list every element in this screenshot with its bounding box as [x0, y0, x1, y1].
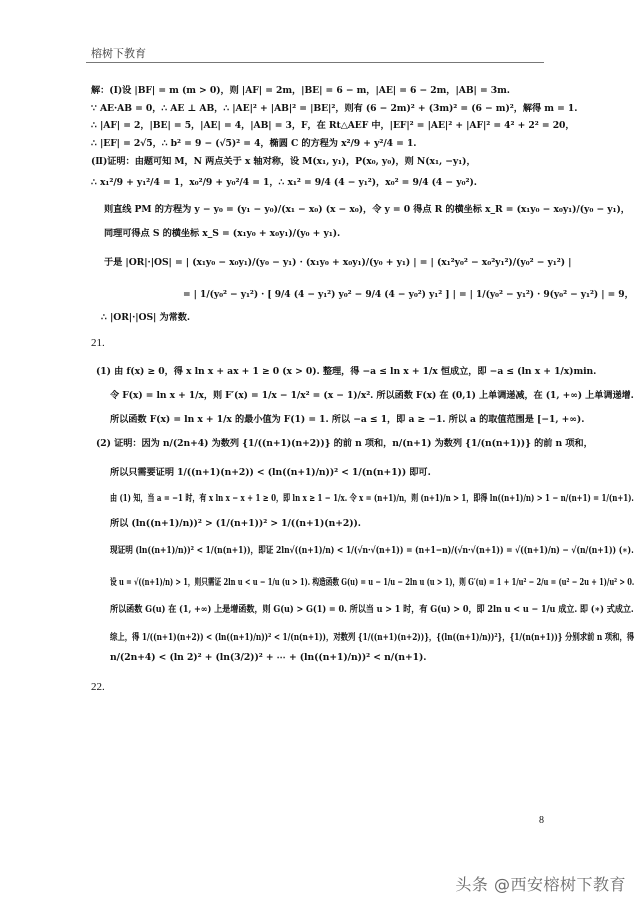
solution-line: 于是 |OR|·|OS| = | (x₁y₀ − x₀y₁)/(y₀ − y₁) · (x₁y₀ + x₀y₁)/(y₀ + y₁) | = | (x₁²y₀² − x₀²y₁²)/(y₀² − y₁²) | [104, 257, 572, 268]
solution-line: 所以只需要证明 1/((n+1)(n+2)) < (ln((n+1)/n))² < 1/(n(n+1)) 即可. [110, 467, 431, 478]
solution-line: 则直线 PM 的方程为 y − y₀ = (y₁ − y₀)/(x₁ − x₀) (x − x₀)，令 y = 0 得点 R 的横坐标 x_R = (x₁y₀ − x₀y₁)/(y₀ − y₁)， [104, 204, 630, 215]
solution-line: n/(2n+4) < (ln 2)² + (ln(3/2))² + ⋯ + (ln((n+1)/n))² < n/(n+1). [110, 652, 427, 663]
solution-line: 所以 (ln((n+1)/n))² > (1/(n+1))² > 1/((n+1)(n+2)). [110, 518, 361, 529]
watermark: 头条 @西安榕树下教育 [455, 875, 626, 894]
solution-line: (1) 由 f(x) ≥ 0，得 x ln x + ax + 1 ≥ 0 (x > 0). 整理，得 −a ≤ ln x + 1/x 恒成立，即 −a ≤ (ln x + 1/x)min. [96, 366, 597, 377]
question-number: 22. [91, 681, 105, 693]
solution-line: 所以函数 F(x) = ln x + 1/x 的最小值为 F(1) = 1. 所以 −a ≤ 1，即 a ≥ −1. 所以 a 的取值范围是 [−1, +∞). [110, 414, 585, 425]
header-title: 榕树下教育 [91, 47, 146, 60]
header-divider [86, 62, 544, 63]
solution-line: ∴ |AF| = 2，|BE| = 5，|AE| = 4，|AB| = 3，F，在 Rt△AEF 中，|EF|² = |AE|² + |AF|² = 4² + 2² = 20， [91, 120, 575, 131]
solution-line: 解：(Ⅰ)设 |BF| = m (m > 0)，则 |AF| = 2m，|BE| = 6 − m，|AE| = 6 − 2m，|AB| = 3m. [91, 85, 510, 96]
solution-line: ∴ x₁²/9 + y₁²/4 = 1，x₀²/9 + y₀²/4 = 1，∴ x₁² = 9/4 (4 − y₁²)，x₀² = 9/4 (4 − y₀²). [91, 177, 477, 188]
solution-line: 令 F(x) = ln x + 1/x，则 F′(x) = 1/x − 1/x² = (x − 1)/x². 所以函数 F(x) 在 (0,1) 上单调递减，在 (1, +∞) 上单调递增. [110, 390, 634, 401]
solution-line: = | 1/(y₀² − y₁²) · [ 9/4 (4 − y₁²) y₀² − 9/4 (4 − y₀²) y₁² ] | = | 1/(y₀² − y₁²) · 9(y₀² − y₁²) | = 9， [183, 289, 634, 300]
solution-line: 设 u = √((n+1)/n) > 1，则只需证 2ln u < u − 1/u (u > 1). 构造函数 G(u) = u − 1/u − 2ln u (u > 1)，则 G′(u) = 1 + 1/u² − 2/u = (u² − 2u + 1)/u² > 0. [110, 577, 635, 588]
solution-line: 同理可得点 S 的横坐标 x_S = (x₁y₀ + x₀y₁)/(y₀ + y₁). [104, 228, 341, 239]
solution-line: 现证明 (ln((n+1)/n))² < 1/(n(n+1))，即证 2ln√((n+1)/n) < 1/(√n·√(n+1)) = (n+1−n)/(√n·√(n+1)) = √((n+1)/n) − √(n/(n+1)) (∗). [110, 545, 634, 556]
question-number: 21. [91, 337, 105, 349]
solution-line: ∵ AE·AB = 0，∴ AE ⊥ AB，∴ |AE|² + |AB|² = |BE|²，则有 (6 − 2m)² + (3m)² = (6 − m)²，解得 m = 1. [91, 103, 578, 114]
solution-line: 所以函数 G(u) 在 (1, +∞) 上是增函数，则 G(u) > G(1) = 0. 所以当 u > 1 时，有 G(u) > 0，即 2ln u < u − 1/u 成立. 即 (∗) 式成立. [110, 604, 634, 615]
page-number: 8 [539, 815, 544, 826]
solution-line: (2) 证明：因为 n/(2n+4) 为数列 {1/((n+1)(n+2))} 的前 n 项和，n/(n+1) 为数列 {1/(n(n+1))} 的前 n 项和， [96, 438, 593, 449]
solution-line: (Ⅱ)证明：由题可知 M，N 两点关于 x 轴对称，设 M(x₁, y₁)，P(x₀, y₀)，则 N(x₁, −y₁)， [91, 156, 476, 167]
solution-line: 综上，得 1/((n+1)(n+2)) < (ln((n+1)/n))² < 1/(n(n+1))，对数列 {1/((n+1)(n+2))}，{(ln((n+1)/n))²}，{1/(n(n+1))} 分别求前 n 项和，得 [110, 632, 635, 643]
solution-line: ∴ |EF| = 2√5，∴ b² = 9 − (√5)² = 4，椭圆 C 的方程为 x²/9 + y²/4 = 1. [91, 138, 417, 149]
solution-line: 由 (1) 知，当 a = −1 时，有 x ln x − x + 1 ≥ 0，即 ln x ≥ 1 − 1/x. 令 x = (n+1)/n，则 (n+1)/n > 1，即得 ln((n+1)/n) > 1 − n/(n+1) = 1/(n+1). [110, 493, 634, 504]
solution-line: ∴ |OR|·|OS| 为常数. [101, 312, 191, 323]
